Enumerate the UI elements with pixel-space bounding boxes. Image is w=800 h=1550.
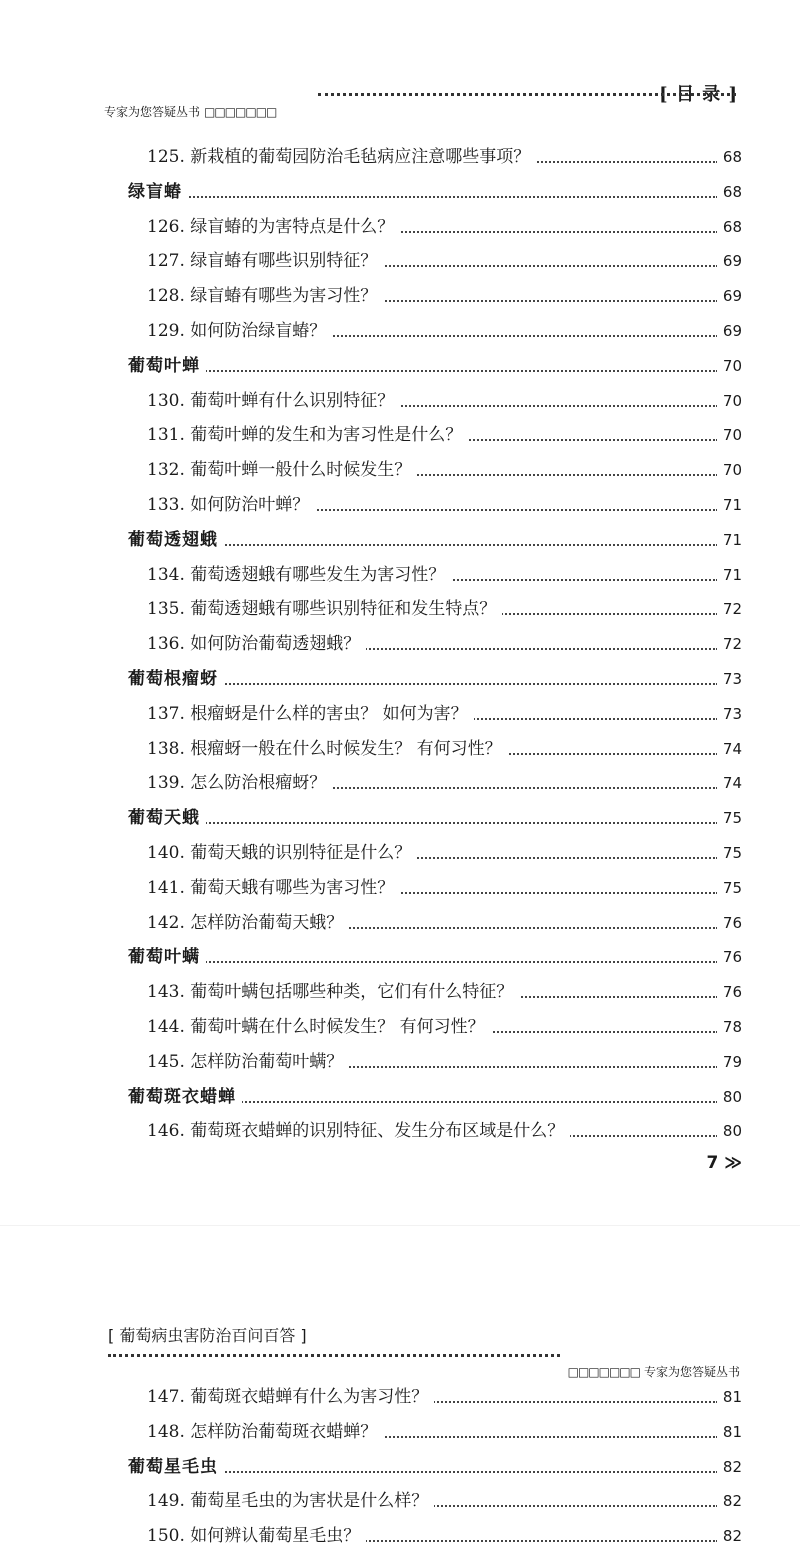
toc-page-number: 75 xyxy=(717,874,742,902)
toc-page-number: 69 xyxy=(717,317,742,345)
dot-leader xyxy=(150,196,718,198)
toc-item-row xyxy=(0,1048,800,1076)
dot-leader xyxy=(150,544,718,546)
toc-section-title: 葡萄叶螨 xyxy=(128,943,206,971)
toc-section-row xyxy=(0,1083,800,1111)
series-boxes: □□□□□□□ xyxy=(567,1365,640,1379)
toc-item-row xyxy=(0,909,800,937)
toc-page-number: 80 xyxy=(717,1083,742,1111)
toc-item-title: 132. 葡萄叶蝉一般什么时候发生？ xyxy=(147,456,417,484)
toc-section-title: 葡萄斑衣蜡蝉 xyxy=(128,1083,242,1111)
toc-item-title: 133. 如何防治叶蝉？ xyxy=(147,491,315,519)
page-folio: 7 ≫ xyxy=(706,1153,742,1173)
dot-leader xyxy=(150,1471,718,1473)
toc-page-number: 82 xyxy=(717,1487,742,1515)
toc-item-row xyxy=(0,1487,800,1515)
toc-item-title: 138. 根瘤蚜一般在什么时候发生？ 有何习性？ xyxy=(147,735,508,763)
toc-section-row xyxy=(0,526,800,554)
toc-item-title: 128. 绿盲蝽有哪些为害习性？ xyxy=(147,282,383,310)
dot-leader xyxy=(150,683,718,685)
toc-item-title: 142. 怎样防治葡萄天蛾？ xyxy=(147,909,349,937)
toc-page-number: 82 xyxy=(717,1453,742,1481)
toc-page-number: 73 xyxy=(717,700,742,728)
toc-section-title: 葡萄根瘤蚜 xyxy=(128,665,224,693)
toc-item-title: 131. 葡萄叶蝉的发生和为害习性是什么？ xyxy=(147,421,468,449)
toc-item-row xyxy=(0,561,800,589)
toc-item-row xyxy=(0,317,800,345)
toc-page-number: 81 xyxy=(717,1418,742,1446)
toc-item-title: 139. 怎么防治根瘤蚜？ xyxy=(147,769,332,797)
toc-item-row xyxy=(0,839,800,867)
toc-item-title: 148. 怎样防治葡萄斑衣蜡蝉？ xyxy=(147,1418,383,1446)
toc-item-title: 135. 葡萄透翅蛾有哪些识别特征和发生特点？ xyxy=(147,595,502,623)
toc-item-title: 147. 葡萄斑衣蜡蝉有什么为害习性？ xyxy=(147,1383,434,1411)
toc-page-number: 80 xyxy=(717,1117,742,1145)
toc-item-row xyxy=(0,282,800,310)
toc-item-row xyxy=(0,456,800,484)
toc-page-number: 70 xyxy=(717,456,742,484)
toc-page-number: 75 xyxy=(717,839,742,867)
toc-page-number: 75 xyxy=(717,804,742,832)
book-title: [ 葡萄病虫害防治百问百答 ] xyxy=(108,1326,307,1345)
toc-item-row xyxy=(0,247,800,275)
series-title xyxy=(568,1363,740,1380)
page-bottom xyxy=(0,1225,800,1547)
toc-section-row xyxy=(0,665,800,693)
header-dot-rule xyxy=(108,1354,560,1357)
dot-leader xyxy=(150,822,718,824)
toc-item-title: 129. 如何防治绿盲蝽？ xyxy=(147,317,332,345)
toc-item-title: 144. 葡萄叶螨在什么时候发生？ 有何习性？ xyxy=(147,1013,491,1041)
header-dot-rule xyxy=(318,93,736,96)
toc-item-row xyxy=(0,1383,800,1411)
toc-item-title: 134. 葡萄透翅蛾有哪些发生为害习性？ xyxy=(147,561,451,589)
toc-page-number: 78 xyxy=(717,1013,742,1041)
toc-section-row xyxy=(0,352,800,380)
toc-section-row xyxy=(0,178,800,206)
toc-item-title: 150. 如何辨认葡萄星毛虫？ xyxy=(147,1522,366,1550)
toc-item-row xyxy=(0,769,800,797)
toc-page-number: 71 xyxy=(717,491,742,519)
toc-page-number: 74 xyxy=(717,735,742,763)
toc-item-row xyxy=(0,421,800,449)
toc-item-title: 136. 如何防治葡萄透翅蛾？ xyxy=(147,630,366,658)
toc-item-row xyxy=(0,491,800,519)
series-boxes: □□□□□□□ xyxy=(204,105,277,119)
toc-page-number: 68 xyxy=(717,213,742,241)
toc-item-row xyxy=(0,978,800,1006)
toc-page-number: 71 xyxy=(717,561,742,589)
toc-section-row xyxy=(0,1453,800,1481)
toc-item-title: 126. 绿盲蝽的为害特点是什么？ xyxy=(147,213,400,241)
toc-item-row xyxy=(0,1013,800,1041)
toc-section-title: 绿盲蝽 xyxy=(128,178,188,206)
toc-item-title: 149. 葡萄星毛虫的为害状是什么样？ xyxy=(147,1487,434,1515)
toc-section-title: 葡萄叶蝉 xyxy=(128,352,206,380)
toc-section-row xyxy=(0,804,800,832)
series-title xyxy=(104,103,276,120)
section-header: [ 目 录 ] xyxy=(659,84,738,105)
toc-item-row xyxy=(0,735,800,763)
toc-item-row xyxy=(0,595,800,623)
toc-item-row xyxy=(0,874,800,902)
toc-page-number: 72 xyxy=(717,630,742,658)
toc-item-row xyxy=(0,1117,800,1145)
toc-item-row xyxy=(0,1418,800,1446)
series-title-text: 专家为您答疑丛书 xyxy=(104,105,201,119)
toc-page-number: 70 xyxy=(717,352,742,380)
toc-page-number: 76 xyxy=(717,943,742,971)
toc-page-number: 70 xyxy=(717,387,742,415)
toc-page-number: 68 xyxy=(717,143,742,171)
dot-leader xyxy=(150,370,718,372)
toc-item-title: 125. 新栽植的葡萄园防治毛毡病应注意哪些事项？ xyxy=(147,143,536,171)
toc-page-number: 69 xyxy=(717,247,742,275)
toc-page-number: 68 xyxy=(717,178,742,206)
toc-section-title: 葡萄天蛾 xyxy=(128,804,206,832)
toc-page-number: 73 xyxy=(717,665,742,693)
toc-item-title: 137. 根瘤蚜是什么样的害虫？ 如何为害？ xyxy=(147,700,474,728)
toc-page-number: 69 xyxy=(717,282,742,310)
toc-page-number: 71 xyxy=(717,526,742,554)
toc-item-title: 140. 葡萄天蛾的识别特征是什么？ xyxy=(147,839,417,867)
toc-section-row xyxy=(0,943,800,971)
toc-page-number: 81 xyxy=(717,1383,742,1411)
toc-item-row xyxy=(0,700,800,728)
toc-page-number: 70 xyxy=(717,421,742,449)
toc-item-title: 127. 绿盲蝽有哪些识别特征？ xyxy=(147,247,383,275)
toc-section-title: 葡萄星毛虫 xyxy=(128,1453,224,1481)
toc-page-number: 82 xyxy=(717,1522,742,1550)
toc-item-row xyxy=(0,630,800,658)
toc-item-row xyxy=(0,213,800,241)
toc-page-number: 79 xyxy=(717,1048,742,1076)
toc-item-row xyxy=(0,143,800,171)
toc-page-number: 72 xyxy=(717,595,742,623)
toc-item-title: 145. 怎样防治葡萄叶螨？ xyxy=(147,1048,349,1076)
toc-item-title: 146. 葡萄斑衣蜡蝉的识别特征、发生分布区域是什么？ xyxy=(147,1117,570,1145)
toc-item-row xyxy=(0,387,800,415)
toc-page-number: 74 xyxy=(717,769,742,797)
toc-page-number: 76 xyxy=(717,909,742,937)
toc-page-number: 76 xyxy=(717,978,742,1006)
dot-leader xyxy=(150,961,718,963)
toc-item-title: 143. 葡萄叶螨包括哪些种类，它们有什么特征？ xyxy=(147,978,519,1006)
toc-section-title: 葡萄透翅蛾 xyxy=(128,526,224,554)
series-title-text: 专家为您答疑丛书 xyxy=(643,1365,740,1379)
toc-item-title: 141. 葡萄天蛾有哪些为害习性？ xyxy=(147,874,400,902)
toc-item-title: 130. 葡萄叶蝉有什么识别特征？ xyxy=(147,387,400,415)
